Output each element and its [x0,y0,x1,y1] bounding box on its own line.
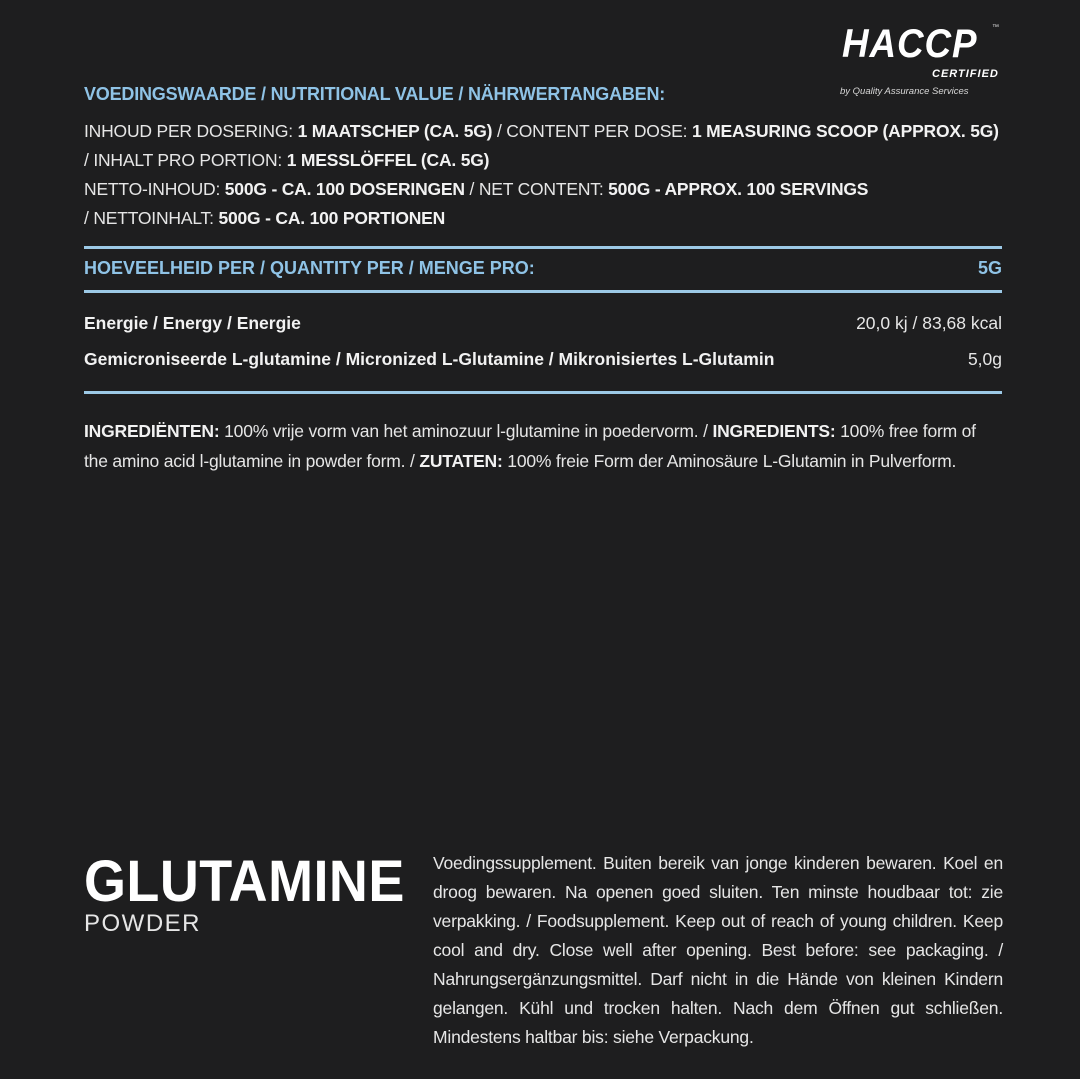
product-subtitle: POWDER [84,910,201,937]
nutrition-row-label: Gemicroniseerde L-glutamine / Micronized L-Glutamine / Mikronisiertes L-Glutamin [84,349,775,369]
divider-line [84,391,1002,394]
bold-text-run: 500G - CA. 100 PORTIONEN [218,208,446,228]
quantity-header [84,258,1002,279]
text-run: / NETTOINHALT: [84,208,219,228]
bold-text-run: 1 MAATSCHEP (CA. 5G) [297,121,493,141]
bold-text-run: 500G - APPROX. 100 SERVINGS [608,179,869,199]
nutrition-row-value: 20,0 kj / 83,68 kcal [856,313,1002,333]
bold-text-run: 500G - CA. 100 DOSERINGEN [224,179,465,199]
product-block [84,849,429,938]
trademark-symbol: ™ [992,24,999,31]
quantity-label: HOEVEELHEID PER / QUANTITY PER / MENGE PRO: [84,258,535,278]
text-run: 100% free form of the amino acid l-glutamine in powder form. / [84,421,976,471]
product-name: GLUTAMINE [84,849,405,914]
dose-line [84,175,999,204]
text-run: / CONTENT PER DOSE: [492,121,692,141]
dose-info [84,117,999,233]
bold-text-run: INGREDIËNTEN: [84,421,220,441]
divider-line [84,246,1002,249]
nutrition-row-energy [84,311,1002,335]
divider-line [84,290,1002,293]
text-run: / INHALT PRO PORTION: [84,150,287,170]
text-run: NETTO-INHOUD: [84,179,225,199]
text-run: 100% vrije vorm van het aminozuur l-glutamine in poedervorm. / [219,421,713,441]
text-run: 100% freie Form der Aminosäure L-Glutamin in Pulverform. [502,451,957,471]
haccp-logo [836,22,1006,102]
text-run: / NET CONTENT: [464,179,609,199]
nutrition-row-label: Energie / Energy / Energie [84,313,301,333]
dose-line [84,204,999,233]
quantity-value: 5G [977,258,1002,278]
dose-line [84,146,999,175]
bold-text-run: ZUTATEN: [419,451,503,471]
bold-text-run: 1 MEASURING SCOOP (APPROX. 5G) [691,121,999,141]
bold-text-run: 1 MESSLÖFFEL (CA. 5G) [286,150,490,170]
haccp-mark: HACCP [842,22,978,66]
certified-label: CERTIFIED [932,68,999,80]
certifier-label: by Quality Assurance Services [840,86,969,97]
bold-text-run: INGREDIENTS: [712,421,836,441]
nutrition-row-glutamine [84,347,1002,371]
nutrition-title: VOEDINGSWAARDE / NUTRITIONAL VALUE / NÄHRWERTANGABEN: [84,84,666,104]
dose-line [84,117,999,146]
text-run: INHOUD PER DOSERING: [84,121,298,141]
product-description: Voedingssupplement. Buiten bereik van jonge kinderen bewaren. Koel en droog bewaren. Na openen goed sluiten. Ten minste houdbaar tot: zie verpakking. / Foodsupplement. Keep out of reach of young children. Keep cool and dry. Close well after opening. Best before: see packaging. / Nahrungsergänzungsmittel. Darf nicht in die Hände von kleinen Kindern gelangen. Kühl und trocken halten. Nach dem Öffnen gut schließen. Mindestens haltbar bis: siehe Verpackung. [433,853,1003,1047]
nutrition-row-value: 5,0g [967,349,1002,369]
ingredients-text [84,416,1004,476]
